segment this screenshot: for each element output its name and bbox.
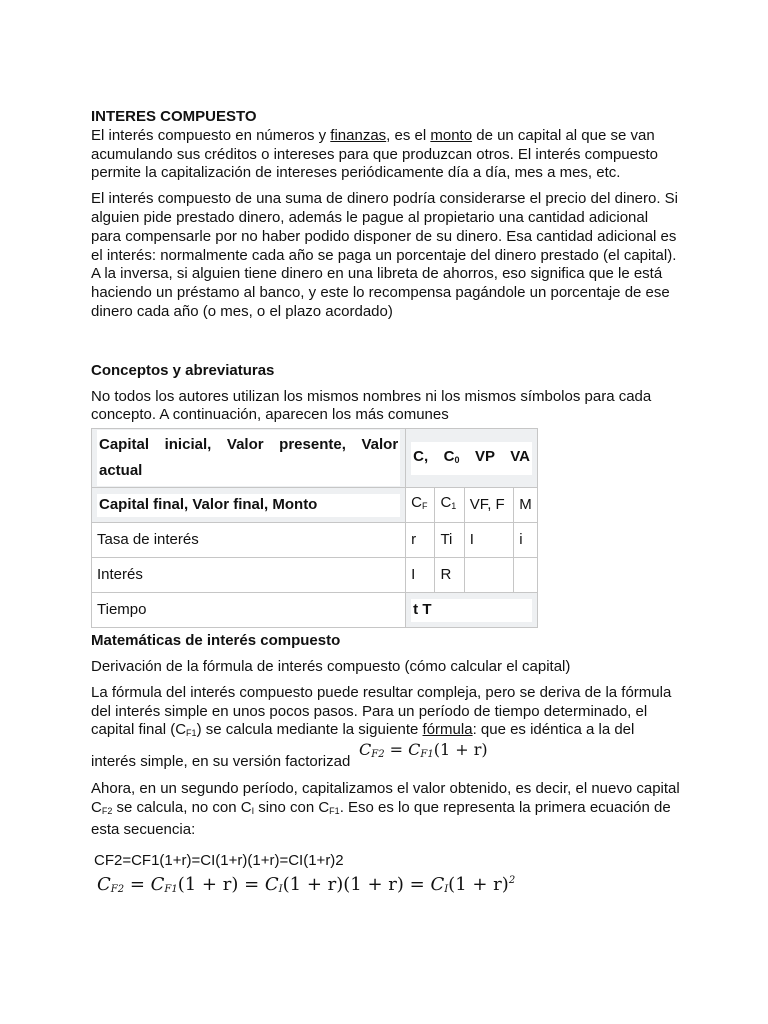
table-cell xyxy=(464,558,513,593)
table-cell: VF, F xyxy=(464,488,513,523)
table-label: Capital inicial, Valor presente, Valor actual xyxy=(97,430,400,486)
interest-paragraph: El interés compuesto de una suma de dinero podría considerarse el precio del dinero. Si alguien pide prestado dinero, además le pague al propietario una cantidad adicional para compensarle por no haber podido disponer de su dinero. Esa cantidad adicional es el interés: normalmente cada año se paga un porcentaje del dinero prestado (el capital). A la inversa, si alguien tiene dinero en una libreta de ahorros, eso significa que le está haciendo un préstamo al banco, y este lo recompensa pagándole un porcentaje de ese dinero cada año (o mes, o el plazo acordado) xyxy=(91,190,679,320)
table-cell xyxy=(514,558,538,593)
table-cell: i xyxy=(514,523,538,558)
formula-compound: $C_{F2} = C_{F1}(1 + r) = C_I(1 + r)(1 + r) = C_I(1 + r)^2$ xyxy=(97,874,516,896)
page-title: INTERES COMPUESTO xyxy=(91,108,257,125)
concepts-heading: Conceptos y abreviaturas xyxy=(91,361,275,379)
table-label: Interés xyxy=(92,558,406,593)
concepts-text: No todos los autores utilizan los mismos nombres ni los mismos símbolos para cada concepto. A continuación, aparecen los más comunes xyxy=(91,387,652,424)
formula-link[interactable]: fórmula xyxy=(422,721,473,739)
table-label: Tasa de interés xyxy=(92,523,406,558)
table-cell: t T xyxy=(411,599,532,622)
table-row xyxy=(92,593,538,628)
table-cell: r xyxy=(406,523,435,558)
equation-text: CF2=CF1(1+r)=CI(1+r)(1+r)=CI(1+r)2 xyxy=(94,851,344,869)
table-cell: C, $C_0$ VP VA xyxy=(411,442,532,475)
table-row xyxy=(92,488,538,523)
table-label: Capital final, Valor final, Monto xyxy=(97,494,400,517)
intro-paragraph: El interés compuesto en números y finanzas, es el monto de un capital al que se van acumulando sus créditos o intereses para que produzcan otros. El interés compuesto permite la capitalización de intereses periódicamente día a día, mes a mes, etc. xyxy=(91,126,658,182)
formula-simple: $C_{F2} = C_{F1}(1 + r)$ xyxy=(359,740,488,761)
table-cell: R xyxy=(435,558,464,593)
table-cell: I xyxy=(406,558,435,593)
table-row xyxy=(92,429,538,488)
table-label: Tiempo xyxy=(92,593,406,628)
abbreviations-table xyxy=(91,428,538,628)
table-row xyxy=(92,558,538,593)
table-row xyxy=(92,523,538,558)
table-cell: M xyxy=(514,488,538,523)
math-subtitle: Derivación de la fórmula de interés compuesto (cómo calcular el capital) xyxy=(91,657,571,675)
second-period-paragraph: Ahora, en un segundo período, capitalizamos el valor obtenido, es decir, el nuevo capital $C_{F2}$ se calcula, no con $C_I$ sino con $C_{F1}$. Eso es lo que representa la primera ecuación de esta secuencia: xyxy=(91,780,680,838)
math-heading: Matemáticas de interés compuesto xyxy=(91,632,341,650)
formula-paragraph: La fórmula del interés compuesto puede resultar compleja, pero se deriva de la fórmula del interés simple en unos pocos pasos. Para un período de tiempo determinado, el capital final $(C_{F1})$ se calcula mediante la siguiente fórmula: que es idéntica a la del xyxy=(91,683,672,739)
monto-link[interactable]: monto xyxy=(430,126,473,144)
table-cell: Ti xyxy=(435,523,464,558)
finanzas-link[interactable]: finanzas xyxy=(330,126,387,144)
formula-line: interés simple, en su versión factorizad $C_{F2} = C_{F1}(1 + r)$ xyxy=(91,740,488,771)
table-cell: $C_1$ xyxy=(435,488,464,523)
table-cell: I xyxy=(464,523,513,558)
table-cell: $C_F$ xyxy=(406,488,435,523)
document-page xyxy=(91,108,681,900)
